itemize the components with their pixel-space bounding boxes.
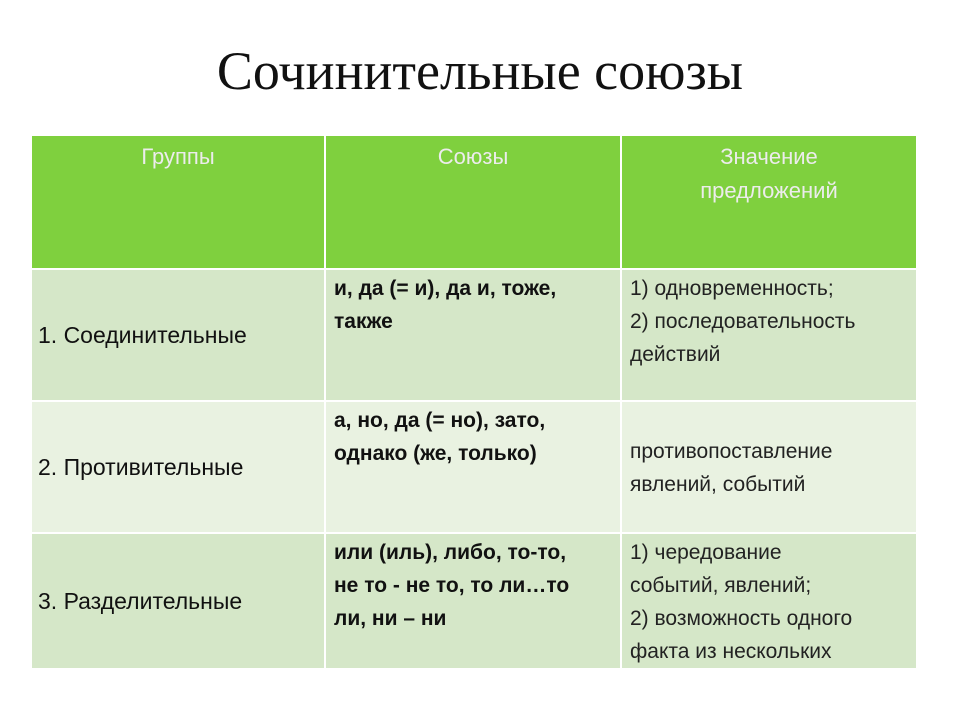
meaning-line: 2) возможность одного bbox=[630, 607, 853, 630]
meaning-line: факта из нескольких bbox=[630, 640, 832, 663]
table-row bbox=[31, 269, 917, 401]
group-cell: 2. Противительные bbox=[31, 401, 325, 533]
unions-cell bbox=[325, 401, 621, 533]
meaning-line: 2) последовательность bbox=[630, 310, 856, 333]
header-meaning bbox=[621, 135, 917, 269]
meaning-cell bbox=[621, 533, 917, 669]
table-row bbox=[31, 533, 917, 669]
header-groups: Группы bbox=[31, 135, 325, 269]
unions-line: или (иль), либо, то-то, bbox=[334, 541, 567, 564]
meaning-line: событий, явлений; bbox=[630, 574, 812, 597]
unions-line: не то - не то, то ли…то bbox=[334, 574, 570, 597]
header-meaning-line: Значение bbox=[720, 144, 818, 169]
meaning-cell bbox=[621, 269, 917, 401]
group-cell: 3. Разделительные bbox=[31, 533, 325, 669]
unions-cell bbox=[325, 269, 621, 401]
header-meaning-line: предложений bbox=[700, 178, 838, 203]
unions-line: ли, ни – ни bbox=[334, 607, 447, 630]
table-row bbox=[31, 401, 917, 533]
conjunctions-table-container bbox=[30, 134, 916, 670]
meaning-line: явлений, событий bbox=[630, 473, 806, 496]
slide-title: Сочинительные союзы bbox=[216, 41, 744, 101]
unions-line: однако (же, только) bbox=[334, 442, 537, 465]
unions-line: также bbox=[334, 310, 393, 333]
unions-line: и, да (= и), да и, тоже, bbox=[334, 277, 557, 300]
table-header-row bbox=[31, 135, 917, 269]
unions-cell bbox=[325, 533, 621, 669]
meaning-cell bbox=[621, 401, 917, 533]
unions-line: а, но, да (= но), зато, bbox=[334, 409, 546, 432]
header-unions: Союзы bbox=[325, 135, 621, 269]
meaning-line: 1) одновременность; bbox=[630, 277, 834, 300]
conjunctions-table bbox=[30, 134, 918, 670]
meaning-line: противопоставление bbox=[630, 440, 833, 463]
group-cell: 1. Соединительные bbox=[31, 269, 325, 401]
meaning-line: 1) чередование bbox=[630, 541, 782, 564]
meaning-line: действий bbox=[630, 343, 721, 366]
